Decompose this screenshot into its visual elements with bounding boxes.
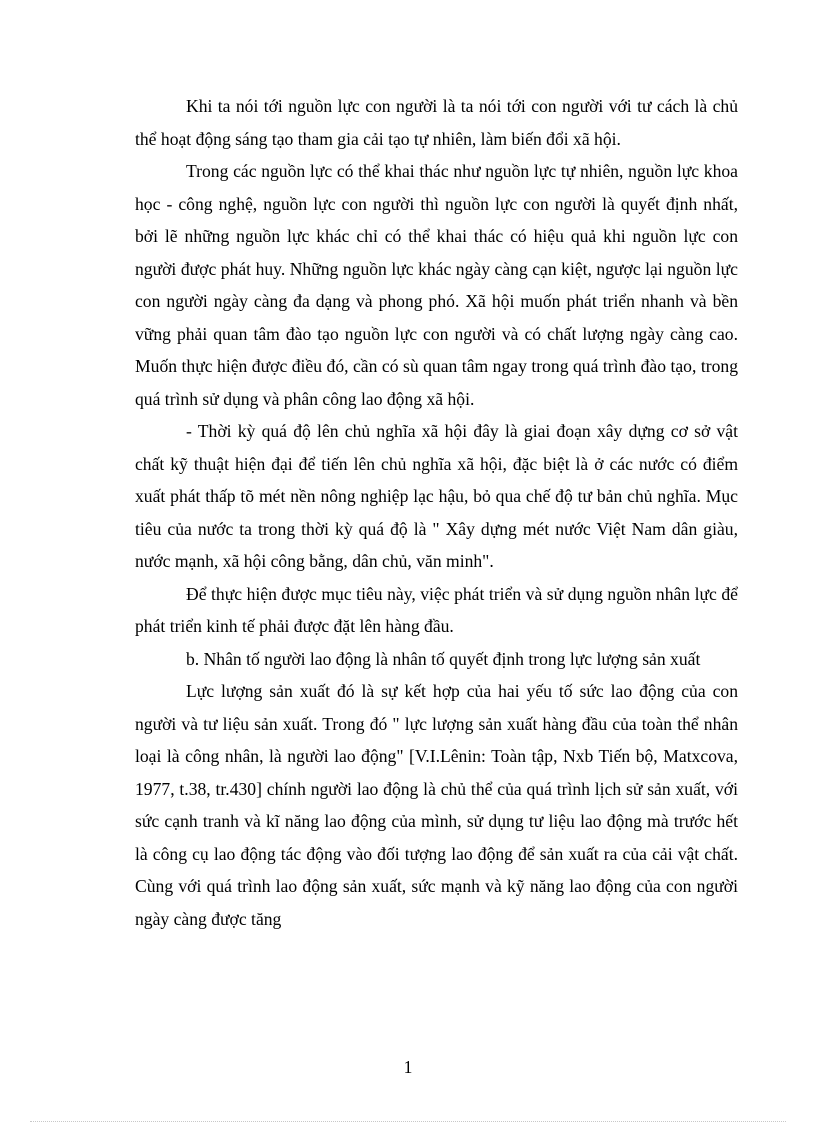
paragraph-productive-forces: Lực lượng sản xuất đó là sự kết hợp của hai yếu tố sức lao động của con người và tư liệu sản xuất. Trong đó " lực lượng sản xuất hàng đầu của toàn thể nhân loại là công nhân, là người lao động" [V.I.Lênin: Toàn tập, Nxb Tiến bộ, Matxcova, 1977, t.38, tr.430] chính người lao động là chủ thể của quá trình lịch sử sản xuất, với sức cạnh tranh và kĩ năng lao động của mình, sử dụng tư liệu lao động mà trước hết là công cụ lao động tác động vào đối tượng lao động để sản xuất ra của cải vật chất. Cùng với quá trình lao động sản xuất, sức mạnh và kỹ năng lao động của con người ngày càng được tăng	[135, 681, 738, 929]
paragraph-transition-period: - Thời kỳ quá độ lên chủ nghĩa xã hội đây là giai đoạn xây dựng cơ sở vật chất kỹ thuật hiện đại để tiến lên chủ nghĩa xã hội, đặc biệt là ở các nước có điểm xuất phát thấp tõ mét nền nông nghiệp lạc hậu, bỏ qua chế độ tư bản chủ nghĩa. Mục tiêu của nước ta trong thời kỳ quá độ là " Xây dựng mét nước Việt Nam dân giàu, nước mạnh, xã hội công bằng, dân chủ, văn minh".	[135, 421, 738, 571]
page-boundary-divider	[30, 1121, 786, 1122]
paragraph-human-resource-definition: Khi ta nói tới nguồn lực con người là ta nói tới con người với tư cách là chủ thể hoạt động sáng tạo tham gia cải tạo tự nhiên, làm biến đổi xã hội.	[135, 96, 738, 149]
section-heading-b: b. Nhân tố người lao động là nhân tố quyết định trong lực lượng sản xuất	[186, 648, 701, 669]
paragraph-development-goal: Để thực hiện được mục tiêu này, việc phát triển và sử dụng nguồn nhân lực để phát triển kinh tế phải được đặt lên hàng đầu.	[135, 583, 738, 636]
page-number: 1	[403, 1057, 413, 1077]
document-body	[135, 90, 738, 935]
paragraph-resource-comparison: Trong các nguồn lực có thể khai thác như nguồn lực tự nhiên, nguồn lực khoa học - công nghệ, nguồn lực con người thì nguồn lực con người là quyết định nhất, bởi lẽ những nguồn lực khác chỉ có thể khai thác có hiệu quả khi nguồn lực con người được phát huy. Những nguồn lực khác ngày càng cạn kiệt, ngược lại nguồn lực con người ngày càng đa dạng và phong phó. Xã hội muốn phát triển nhanh và bền vững phải quan tâm đào tạo nguồn lực con người và có chất lượng ngày càng cao. Muốn thực hiện được điều đó, cần có sù quan tâm ngay trong quá trình đào tạo, trong quá trình sử dụng và phân công lao động xã hội.	[135, 161, 738, 409]
